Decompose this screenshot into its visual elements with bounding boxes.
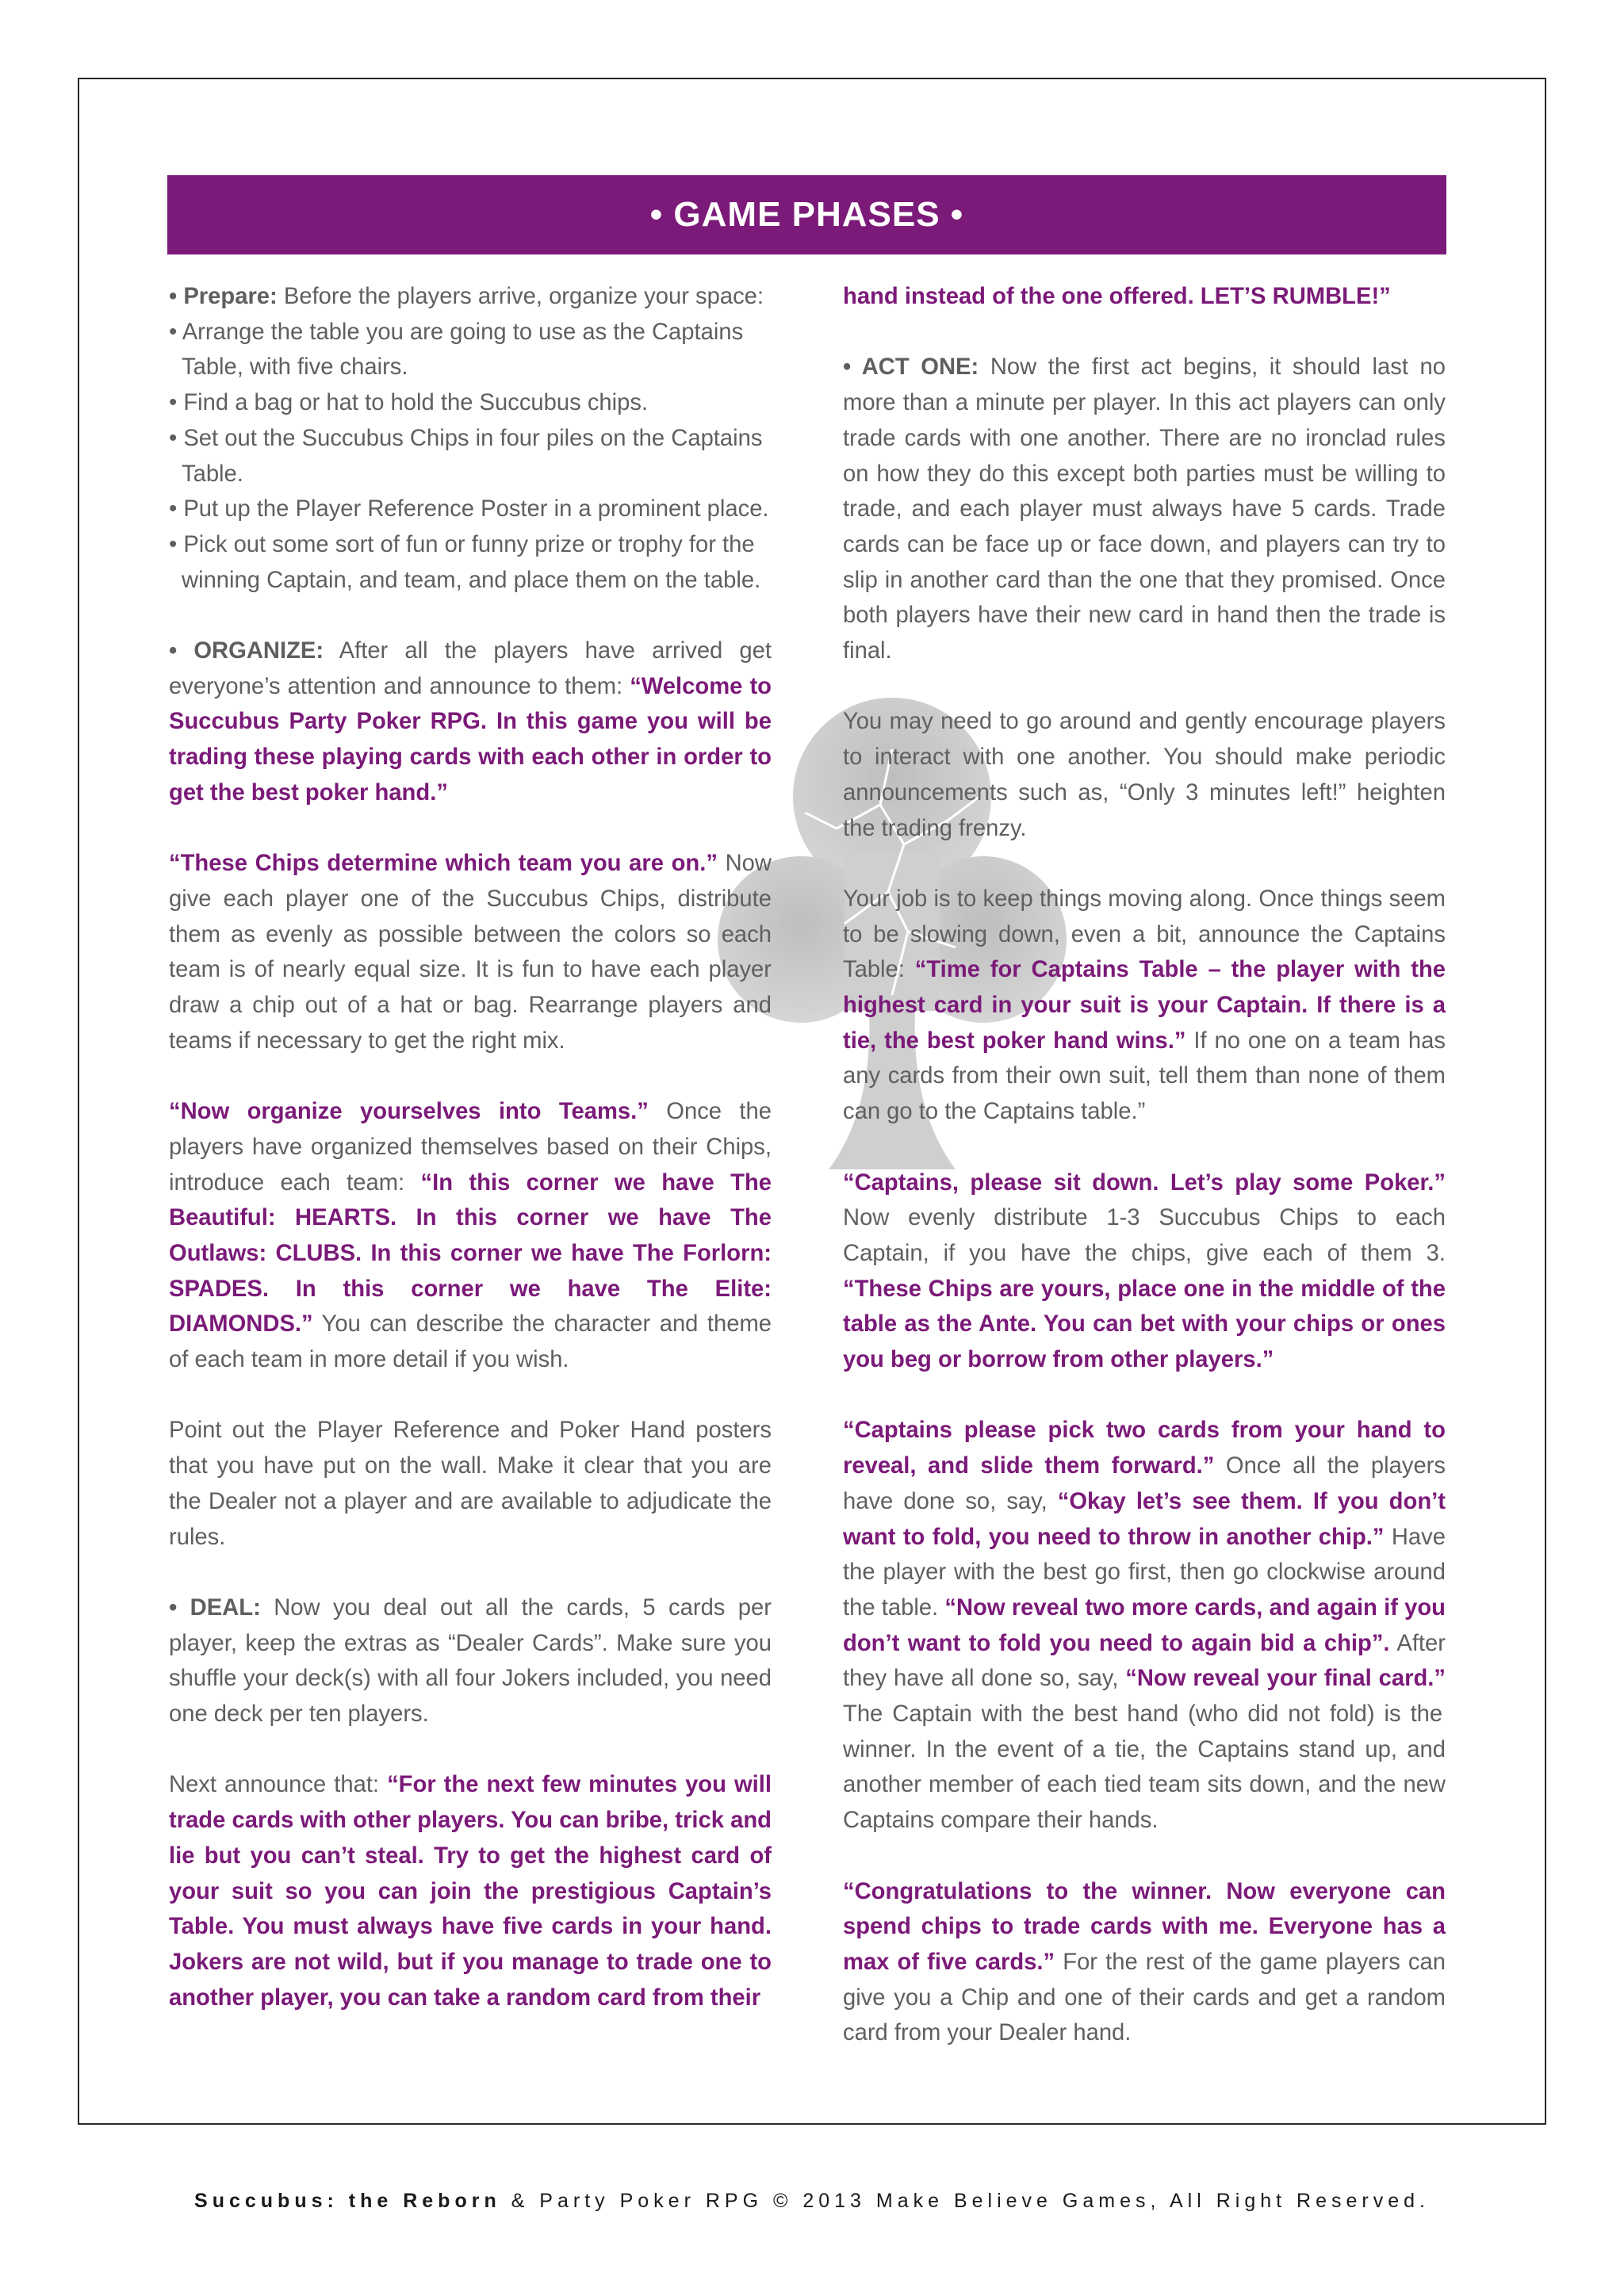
teams-text-2: You can describe the character and theme of each team in more detail if you wish.	[169, 1311, 772, 1373]
prepare-item: • Put up the Player Reference Poster in a prominent place.	[169, 496, 769, 522]
pick-paragraph	[843, 1413, 1446, 1838]
prepare-label: • Prepare:	[169, 284, 278, 309]
pick-quote: “Captains please pick two cards from your hand to reveal, and slide them forward.”	[843, 1418, 1446, 1479]
teams-text: Once the players have organized themselves based on their Chips, introduce each team:	[169, 1099, 772, 1196]
pick-text: Once all the players have done so, say,	[843, 1453, 1446, 1514]
act-one-paragraph	[843, 350, 1446, 668]
congrats-quote: “Congratulations to the winner. Now everyone can spend chips to trade cards with me. Everyone has a max of five cards.”	[843, 1878, 1446, 1975]
page-title: • GAME PHASES •	[167, 175, 1446, 254]
sit-quote-2: “These Chips are yours, place one in the middle of the table as the Ante. You can bet with your chips or ones you beg or borrow from other players.”	[843, 1276, 1446, 1373]
congrats-paragraph	[843, 1874, 1446, 2052]
act-one-text: Now the first act begins, it should last no more than a minute per player. In this act players can only trade cards with one another. There are no ironclad rules on how they do this except both parties must be willing to trade, and each player must always have 5 cards. Trade cards can be face up or face down, and players can try to slip in another card than the one that they promised. Once both players have their new card in hand then the trade is final.	[843, 354, 1446, 664]
next-text: Next announce that:	[169, 1772, 388, 1798]
point-out-paragraph: Point out the Player Reference and Poker Hand posters that you have put on the wall. Make it clear that you are the Dealer not a player and are available to adjudicate the rules.	[169, 1418, 772, 1550]
copyright-footer	[0, 2190, 1624, 2213]
deal-paragraph	[169, 1590, 772, 1732]
chips-text: Now give each player one of the Succubus Chips, distribute them as evenly as possible between the colors so each team is of nearly equal size. It is fun to have each player draw a chip out of a hat or bag. Rearrange players and teams if necessary to get the right mix.	[169, 851, 772, 1054]
teams-quote-2: “In this corner we have The Beautiful: HEARTS. In this corner we have The Outlaws: CLUBS. In this corner we have The Forlorn: SPADES. In this corner we have The Elite: DIAMONDS.”	[169, 1169, 772, 1337]
pick-quote-3: “Now reveal two more cards, and again if you don’t want to fold you need to again bid a chip”.	[843, 1594, 1446, 1656]
chips-paragraph	[169, 846, 772, 1058]
pick-quote-4: “Now reveal your final card.”	[1125, 1666, 1446, 1692]
pick-text-3: After they have all done so, say,	[843, 1630, 1446, 1692]
footer-text: & Party Poker RPG © 2013 Make Believe Games, All Right Reserved.	[500, 2190, 1430, 2212]
sit-text: Now evenly distribute 1-3 Succubus Chips to each Captain, if you have the chips, give each of them 3.	[843, 1205, 1446, 1266]
organize-paragraph	[169, 633, 772, 811]
teams-paragraph	[169, 1094, 772, 1378]
prepare-item: • Set out the Succubus Chips in four piles on the Captains Table.	[169, 425, 763, 487]
organize-quote: “Welcome to Succubus Party Poker RPG. In this game you will be trading these playing cards with each other in order to get the best poker hand.”	[169, 673, 772, 806]
sit-paragraph	[843, 1165, 1446, 1378]
deal-text: Now you deal out all the cards, 5 cards per player, keep the extras as “Dealer Cards”. Make sure you shuffle your deck(s) with all four Jokers included, you need one deck per ten players.	[169, 1594, 772, 1728]
pick-text-2: Have the player with the best go first, then go clockwise around the table.	[843, 1524, 1446, 1621]
prepare-item: • Pick out some sort of fun or funny prize or trophy for the winning Captain, and team, and place them on the table.	[169, 531, 761, 593]
prepare-item: • Arrange the table you are going to use as the Captains Table, with five chairs.	[169, 319, 744, 381]
next-quote: “For the next few minutes you will trade cards with other players. You can bribe, trick and lie but you can’t steal. Try to get the highest card of your suit so you can join the prestigious Captain’s Table. You must always have five cards in your hand. Jokers are not wild, but if you manage to trade one to another player, you can take a random card from their	[169, 1772, 772, 2011]
prepare-text: Before the players arrive, organize your space:	[277, 284, 764, 309]
prepare-item: • Find a bag or hat to hold the Succubus chips.	[169, 390, 649, 416]
job-text: Your job is to keep things moving along. Once things seem to be slowing down, even a bit, announce the Captains Table:	[843, 886, 1446, 983]
job-text-2: If no one on a team has any cards from their own suit, tell them than none of them can go to the Captains table.”	[843, 1027, 1446, 1125]
chips-quote: “These Chips determine which team you are on.”	[169, 851, 718, 877]
next-paragraph	[169, 1767, 772, 2015]
job-quote: “Time for Captains Table – the player with the highest card in your suit is your Captain. If there is a tie, the best poker hand wins.”	[843, 957, 1446, 1054]
right-column	[843, 279, 1446, 2051]
sit-quote: “Captains, please sit down. Let’s play some Poker.”	[843, 1169, 1446, 1196]
job-paragraph	[843, 882, 1446, 1130]
organize-label: • ORGANIZE:	[169, 638, 324, 664]
encourage-paragraph: You may need to go around and gently encourage players to interact with one another. You should make periodic announcements such as, “Only 3 minutes left!” heighten the trading frenzy.	[843, 709, 1446, 841]
rumble-paragraph	[843, 279, 1446, 315]
prepare-paragraph	[169, 279, 772, 315]
pick-quote-2: “Okay let’s see them. If you don’t want to fold, you need to throw in another chip.”	[843, 1488, 1446, 1550]
deal-label: • DEAL:	[169, 1594, 261, 1621]
teams-quote: “Now organize yourselves into Teams.”	[169, 1099, 649, 1125]
rumble-quote: hand instead of the one offered. LET’S RUMBLE!”	[843, 284, 1391, 309]
organize-text: After all the players have arrived get everyone’s attention and announce to them:	[169, 638, 772, 699]
pick-text-4: The Captain with the best hand (who did not fold) is the winner. In the event of a tie, the Captains stand up, and another member of each tied team sits down, and the new Captains compare their hands.	[843, 1701, 1446, 1834]
congrats-text: For the rest of the game players can give you a Chip and one of their cards and get a random card from your Dealer hand.	[843, 1949, 1446, 2046]
act-one-label: • ACT ONE:	[843, 354, 979, 381]
footer-title: Succubus: the Reborn	[194, 2190, 501, 2212]
left-column	[169, 279, 772, 2015]
